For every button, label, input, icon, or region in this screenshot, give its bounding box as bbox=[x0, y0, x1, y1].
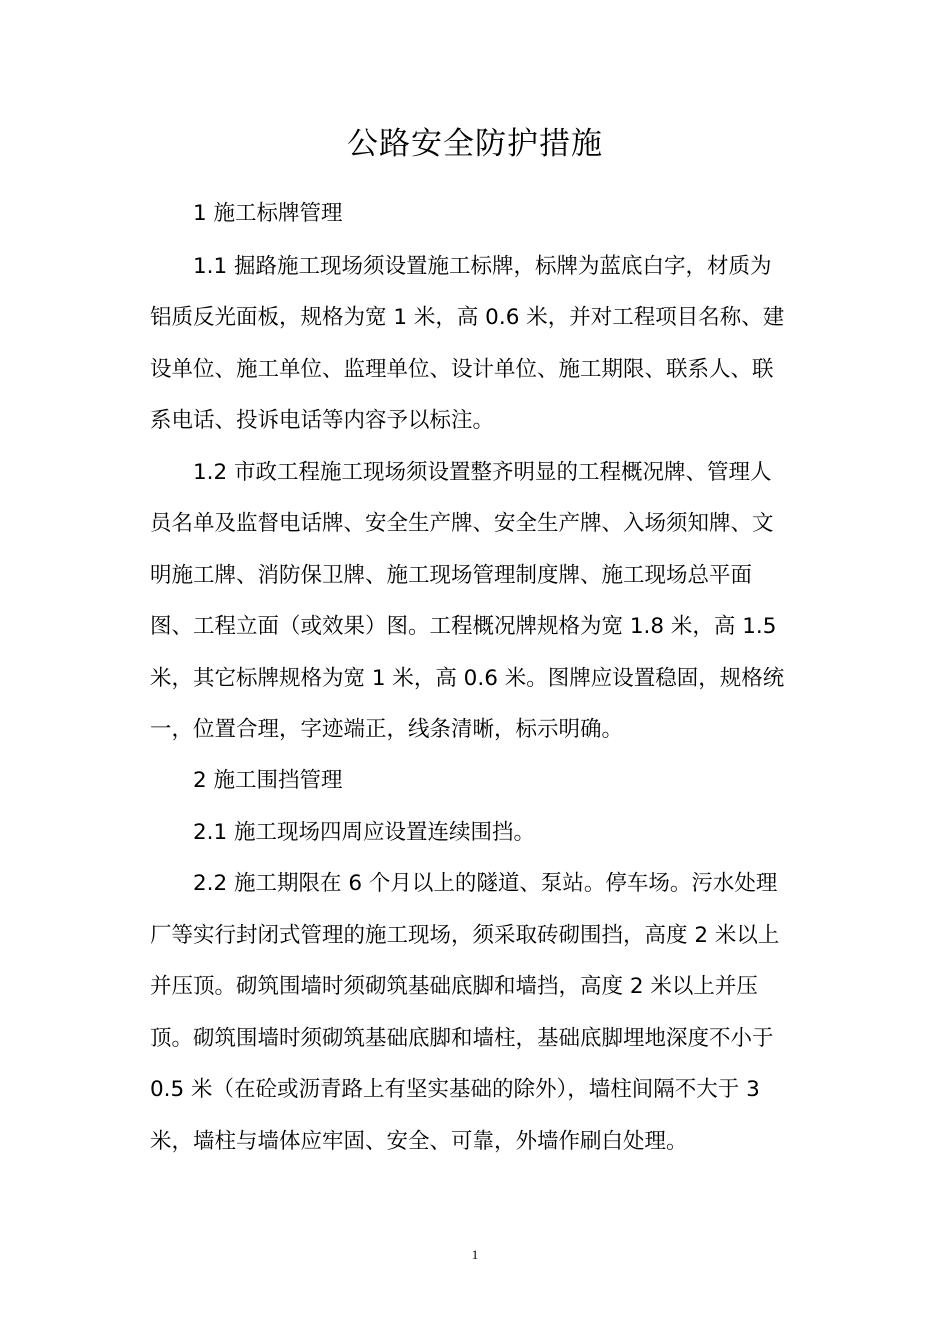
paragraph-line: 设单位、施工单位、监理单位、设计单位、施工期限、联系人、联 bbox=[150, 357, 774, 382]
paragraph-line: 图、工程立面（或效果）图。工程概况牌规格为宽 1.8 米，高 1.5 bbox=[150, 614, 777, 639]
paragraph-line: 铝质反光面板，规格为宽 1 米，高 0.6 米，并对工程项目名称、建 bbox=[150, 305, 785, 330]
paragraph-line: 一，位置合理，字迹端正，线条清晰，标示明确。 bbox=[150, 717, 624, 742]
paragraph-line: 2.2 施工期限在 6 个月以上的隧道、泵站。停车场。污水处理 bbox=[193, 871, 778, 896]
paragraph-line: 顶。砌筑围墙时须砌筑基础底脚和墙柱，基础底脚埋地深度不小于 bbox=[150, 1026, 774, 1051]
paragraph-line: 并压顶。砌筑围墙时须砌筑基础底脚和墙挡，高度 2 米以上并压 bbox=[150, 974, 758, 999]
document-title: 公路安全防护措施 bbox=[347, 126, 603, 162]
paragraph-line: 2.1 施工现场四周应设置连续围挡。 bbox=[193, 820, 536, 845]
paragraph-line: 系电话、投诉电话等内容予以标注。 bbox=[150, 408, 495, 433]
paragraph-line: 1.1 掘路施工现场须设置施工标牌，标牌为蓝底白字，材质为 bbox=[193, 254, 772, 279]
paragraph-line: 0.5 米（在砼或沥青路上有坚实基础的除外），墙柱间隔不大于 3 bbox=[150, 1077, 760, 1102]
paragraph-line: 米，其它标牌规格为宽 1 米，高 0.6 米。图牌应设置稳固，规格统 bbox=[150, 666, 785, 691]
heading-section-1: 1 施工标牌管理 bbox=[193, 201, 343, 226]
heading-section-2: 2 施工围挡管理 bbox=[193, 768, 343, 793]
paragraph-line: 明施工牌、消防保卫牌、施工现场管理制度牌、施工现场总平面 bbox=[150, 563, 753, 588]
paragraph-line: 员名单及监督电话牌、安全生产牌、安全生产牌、入场须知牌、文 bbox=[150, 511, 774, 536]
paragraph-line: 米，墙柱与墙体应牢固、安全、可靠，外墙作刷白处理。 bbox=[150, 1129, 688, 1154]
page-number: 1 bbox=[471, 1247, 479, 1262]
paragraph-line: 厂等实行封闭式管理的施工现场，须采取砖砌围挡，高度 2 米以上 bbox=[150, 923, 780, 948]
paragraph-line: 1.2 市政工程施工现场须设置整齐明显的工程概况牌、管理人 bbox=[193, 460, 772, 485]
